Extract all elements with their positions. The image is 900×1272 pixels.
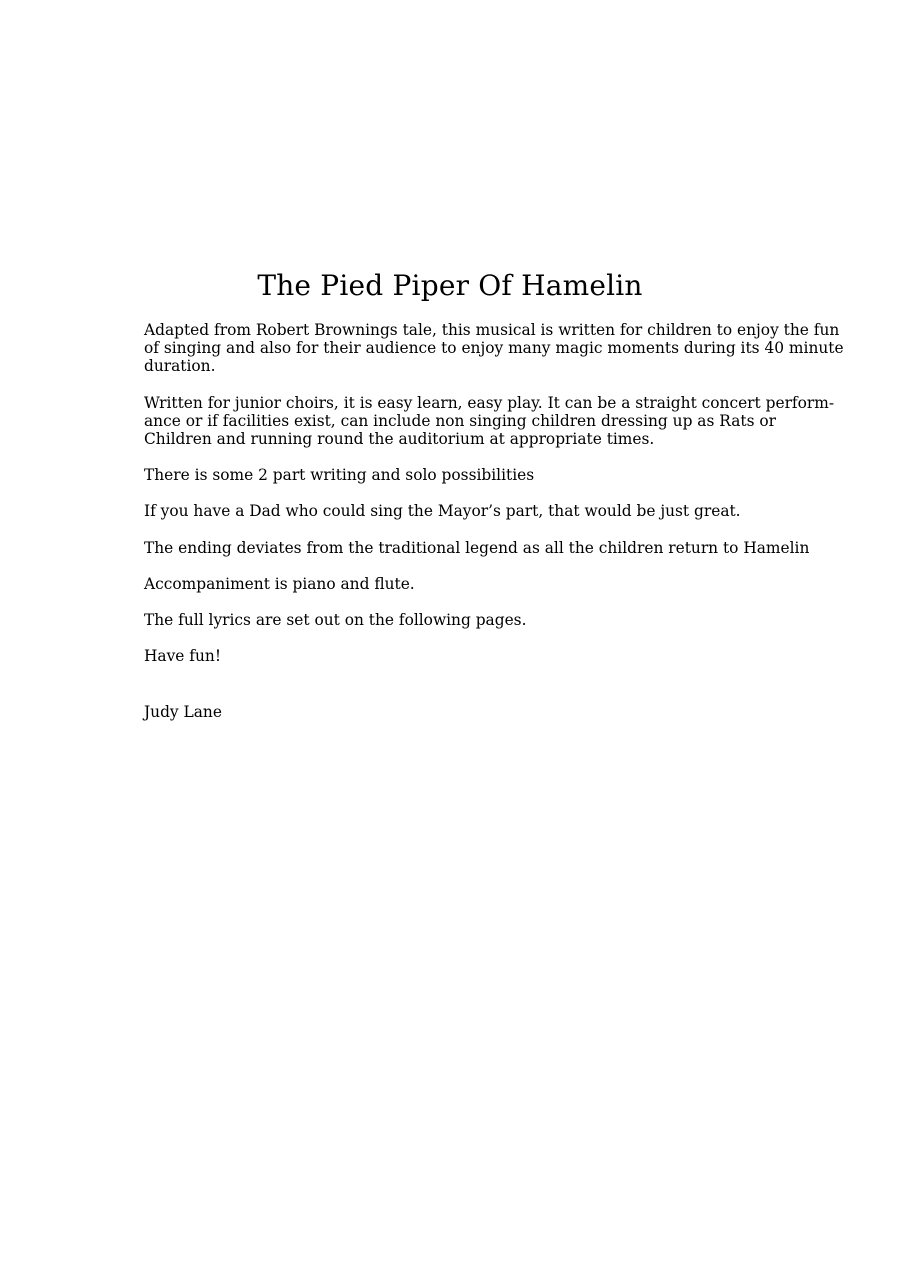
paragraph-intro [144, 321, 844, 376]
paragraph-line: Written for junior choirs, it is easy learn, easy play. It can be a straight concert perform- [144, 393, 835, 412]
paragraph-line: The full lyrics are set out on the following pages. [144, 611, 527, 630]
paragraph-line: Children and running round the auditorium at appropriate times. [144, 430, 655, 449]
paragraph-closing [144, 647, 759, 665]
paragraph-lyrics [144, 611, 759, 629]
paragraph-accompaniment [144, 575, 759, 593]
paragraph-line: If you have a Dad who could sing the Mayor’s part, that would be just great. [144, 502, 741, 521]
paragraph-line: ance or if facilities exist, can include non singing children dressing up as Rats or [144, 411, 776, 430]
paragraph-line: Accompaniment is piano and flute. [144, 574, 415, 593]
paragraph-parts [144, 466, 759, 484]
paragraph-choirs [144, 393, 835, 449]
author-signature: Judy Lane [144, 703, 222, 722]
paragraph-line: The ending deviates from the traditional legend as all the children return to Hamelin [144, 538, 810, 557]
paragraph-line: of singing and also for their audience to enjoy many magic moments during its 40 minute [144, 339, 844, 358]
paragraph-line: Adapted from Robert Brownings tale, this musical is written for children to enjoy the fun [144, 321, 840, 339]
document-body [144, 321, 844, 740]
paragraph-mayor [144, 502, 759, 520]
paragraph-ending [144, 538, 810, 557]
paragraph-line: duration. [144, 357, 216, 376]
paragraph-line: There is some 2 part writing and solo possibilities [144, 466, 535, 485]
paragraph-line: Have fun! [144, 647, 221, 666]
page-title: The Pied Piper Of Hamelin [257, 269, 643, 302]
